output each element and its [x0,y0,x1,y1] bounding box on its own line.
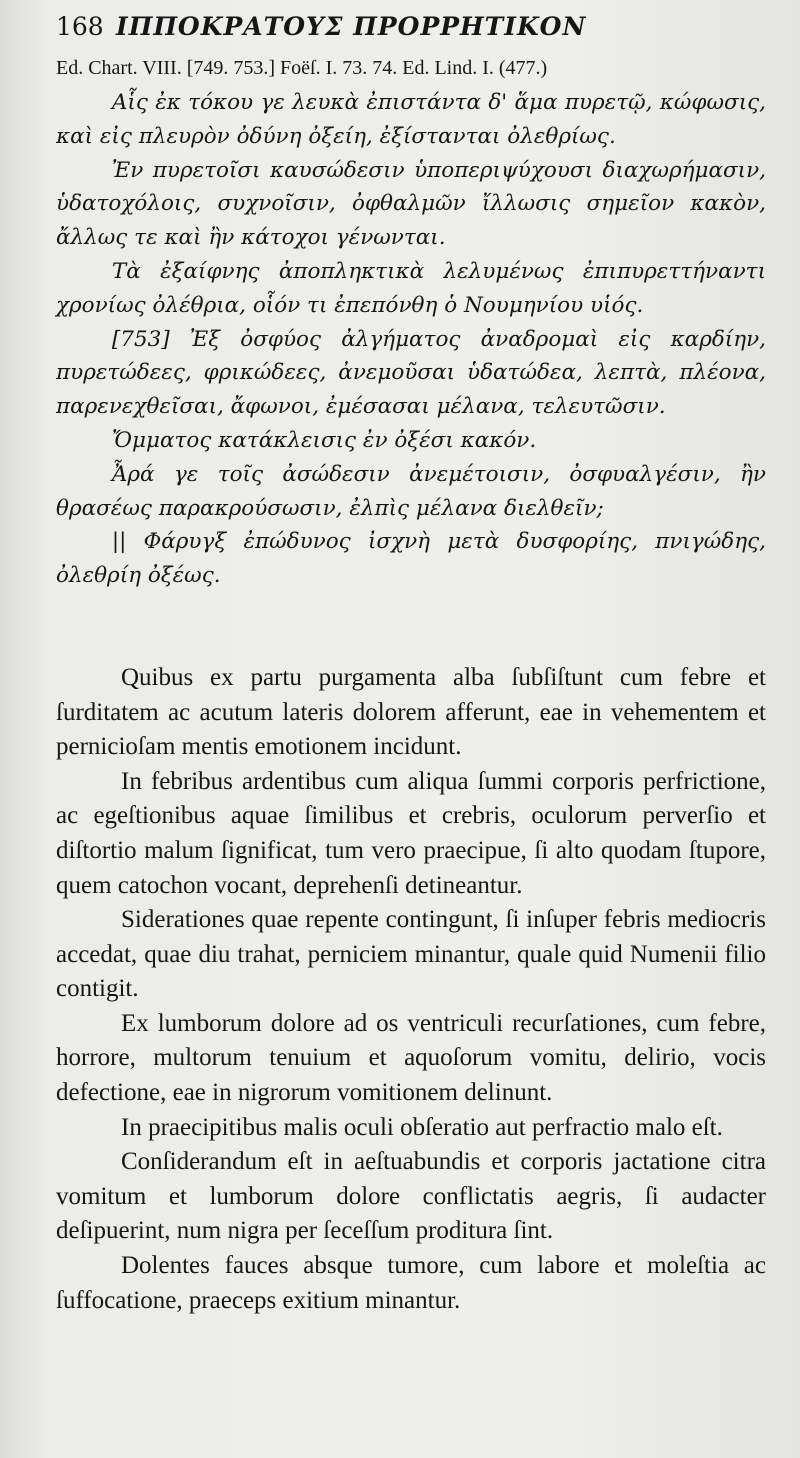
edition-references: Ed. Chart. VIII. [749. 753.] Foëſ. I. 73. 74. Ed. Lind. I. (477.) [56,57,548,79]
greek-paragraph: Ἆρά γε τοῖς ἀσώδεσιν ἀνεμέτοισιν, ὀσφυαλγέσιν, ἢν θρασέως παρακρούσωσιν, ἐλπὶς μέλανα διελθεῖν; [56,461,766,521]
section-spacer [56,593,766,661]
page-number: 168 [56,12,104,41]
latin-paragraph: Siderationes quae repente contingunt, ſi inſuper febris mediocris accedat, quae diu trahat, perniciem minantur, quale quid Numenii filio contigit. [56,906,766,1003]
greek-paragraph: [753] Ἐξ ὀσφύος ἀλγήματος ἀναδρομαὶ εἰς καρδίην, πυρετώδεες, φρικώδεες, ἀνεμοῦσαι ὑδατώδεα, λεπτὰ, πλέονα, παρενεχθεῖσαι, ἄφωνοι, ἐμέσασαι μέλανα, τελευτῶσιν. [56,326,766,420]
latin-paragraph: Ex lumborum dolore ad os ventriculi recurſationes, cum febre, horrore, multorum tenuium et aquoſorum vomitu, delirio, vocis defectione, eae in nigrorum vomitionem delinunt. [56,1009,766,1107]
greek-paragraph: Ἐν πυρετοῖσι καυσώδεσιν ὑποπεριψύχουσι διαχωρήμασιν, ὑδατοχόλοις, συχνοῖσιν, ὀφθαλμῶν ἴλλωσις σημεῖον κακὸν, ἄλλως τε καὶ ἢν κάτοχοι γένωνται. [56,157,766,251]
latin-translation [56,661,766,1318]
greek-text [56,86,766,593]
latin-paragraph: Dolentes fauces absque tumore, cum labore et moleſtia ac ſuffocatione, praeceps exitium minantur. [56,1252,766,1314]
latin-paragraph: In febribus ardentibus cum aliqua ſummi corporis perfrictione, ac egeſtionibus aquae ſimilibus et crebris, oculorum perverſio et diſtortio malum ſignificat, tum vero praecipue, ſi alto quodam ſtupore, quem catochon vocant, deprehenſi detineantur. [56,767,766,899]
running-head [56,12,766,52]
greek-paragraph: Τὰ ἐξαίφνης ἀποπληκτικὰ λελυμένως ἐπιπυρεττήναντι χρονίως ὀλέθρια, οἷόν τι ἐπεπόνθη ὁ Νουμηνίου υἱός. [56,258,766,318]
greek-paragraph: Ὄμματος κατάκλεισις ἐν ὀξέσι κακόν. [111,427,537,453]
greek-paragraph: Αἷς ἐκ τόκου γε λευκὰ ἐπιστάντα δ' ἅμα πυρετῷ, κώφωσις, καὶ εἰς πλευρὸν ὀδύνη ὀξείη, ἐξίστανται ὀλεθρίως. [56,90,766,149]
book-title: ΙΠΠΟΚΡΑΤΟΥΣ ΠΡΟΡΡΗΤΙΚΟΝ [116,12,587,41]
greek-paragraph: || Φάρυγξ ἐπώδυνος ἰσχνὴ μετὰ δυσφορίης, πνιγώδης, ὀλεθρίη ὀξέως. [56,529,766,589]
latin-paragraph: In praecipitibus malis oculi obſeratio aut perfractio malo eſt. [121,1113,723,1141]
latin-paragraph: Conſiderandum eſt in aeſtuabundis et corporis jactatione citra vomitum et lumborum dolore conflictatis aegris, ſi audacter deſipuerint, num nigra per ſeceſſum proditura ſint. [56,1148,766,1245]
latin-paragraph: Quibus ex partu purgamenta alba ſubſiſtunt cum febre et ſurditatem ac acutum lateris dolorem afferunt, eae in vehementem et pernicioſam mentis emotionem incidunt. [56,663,766,761]
